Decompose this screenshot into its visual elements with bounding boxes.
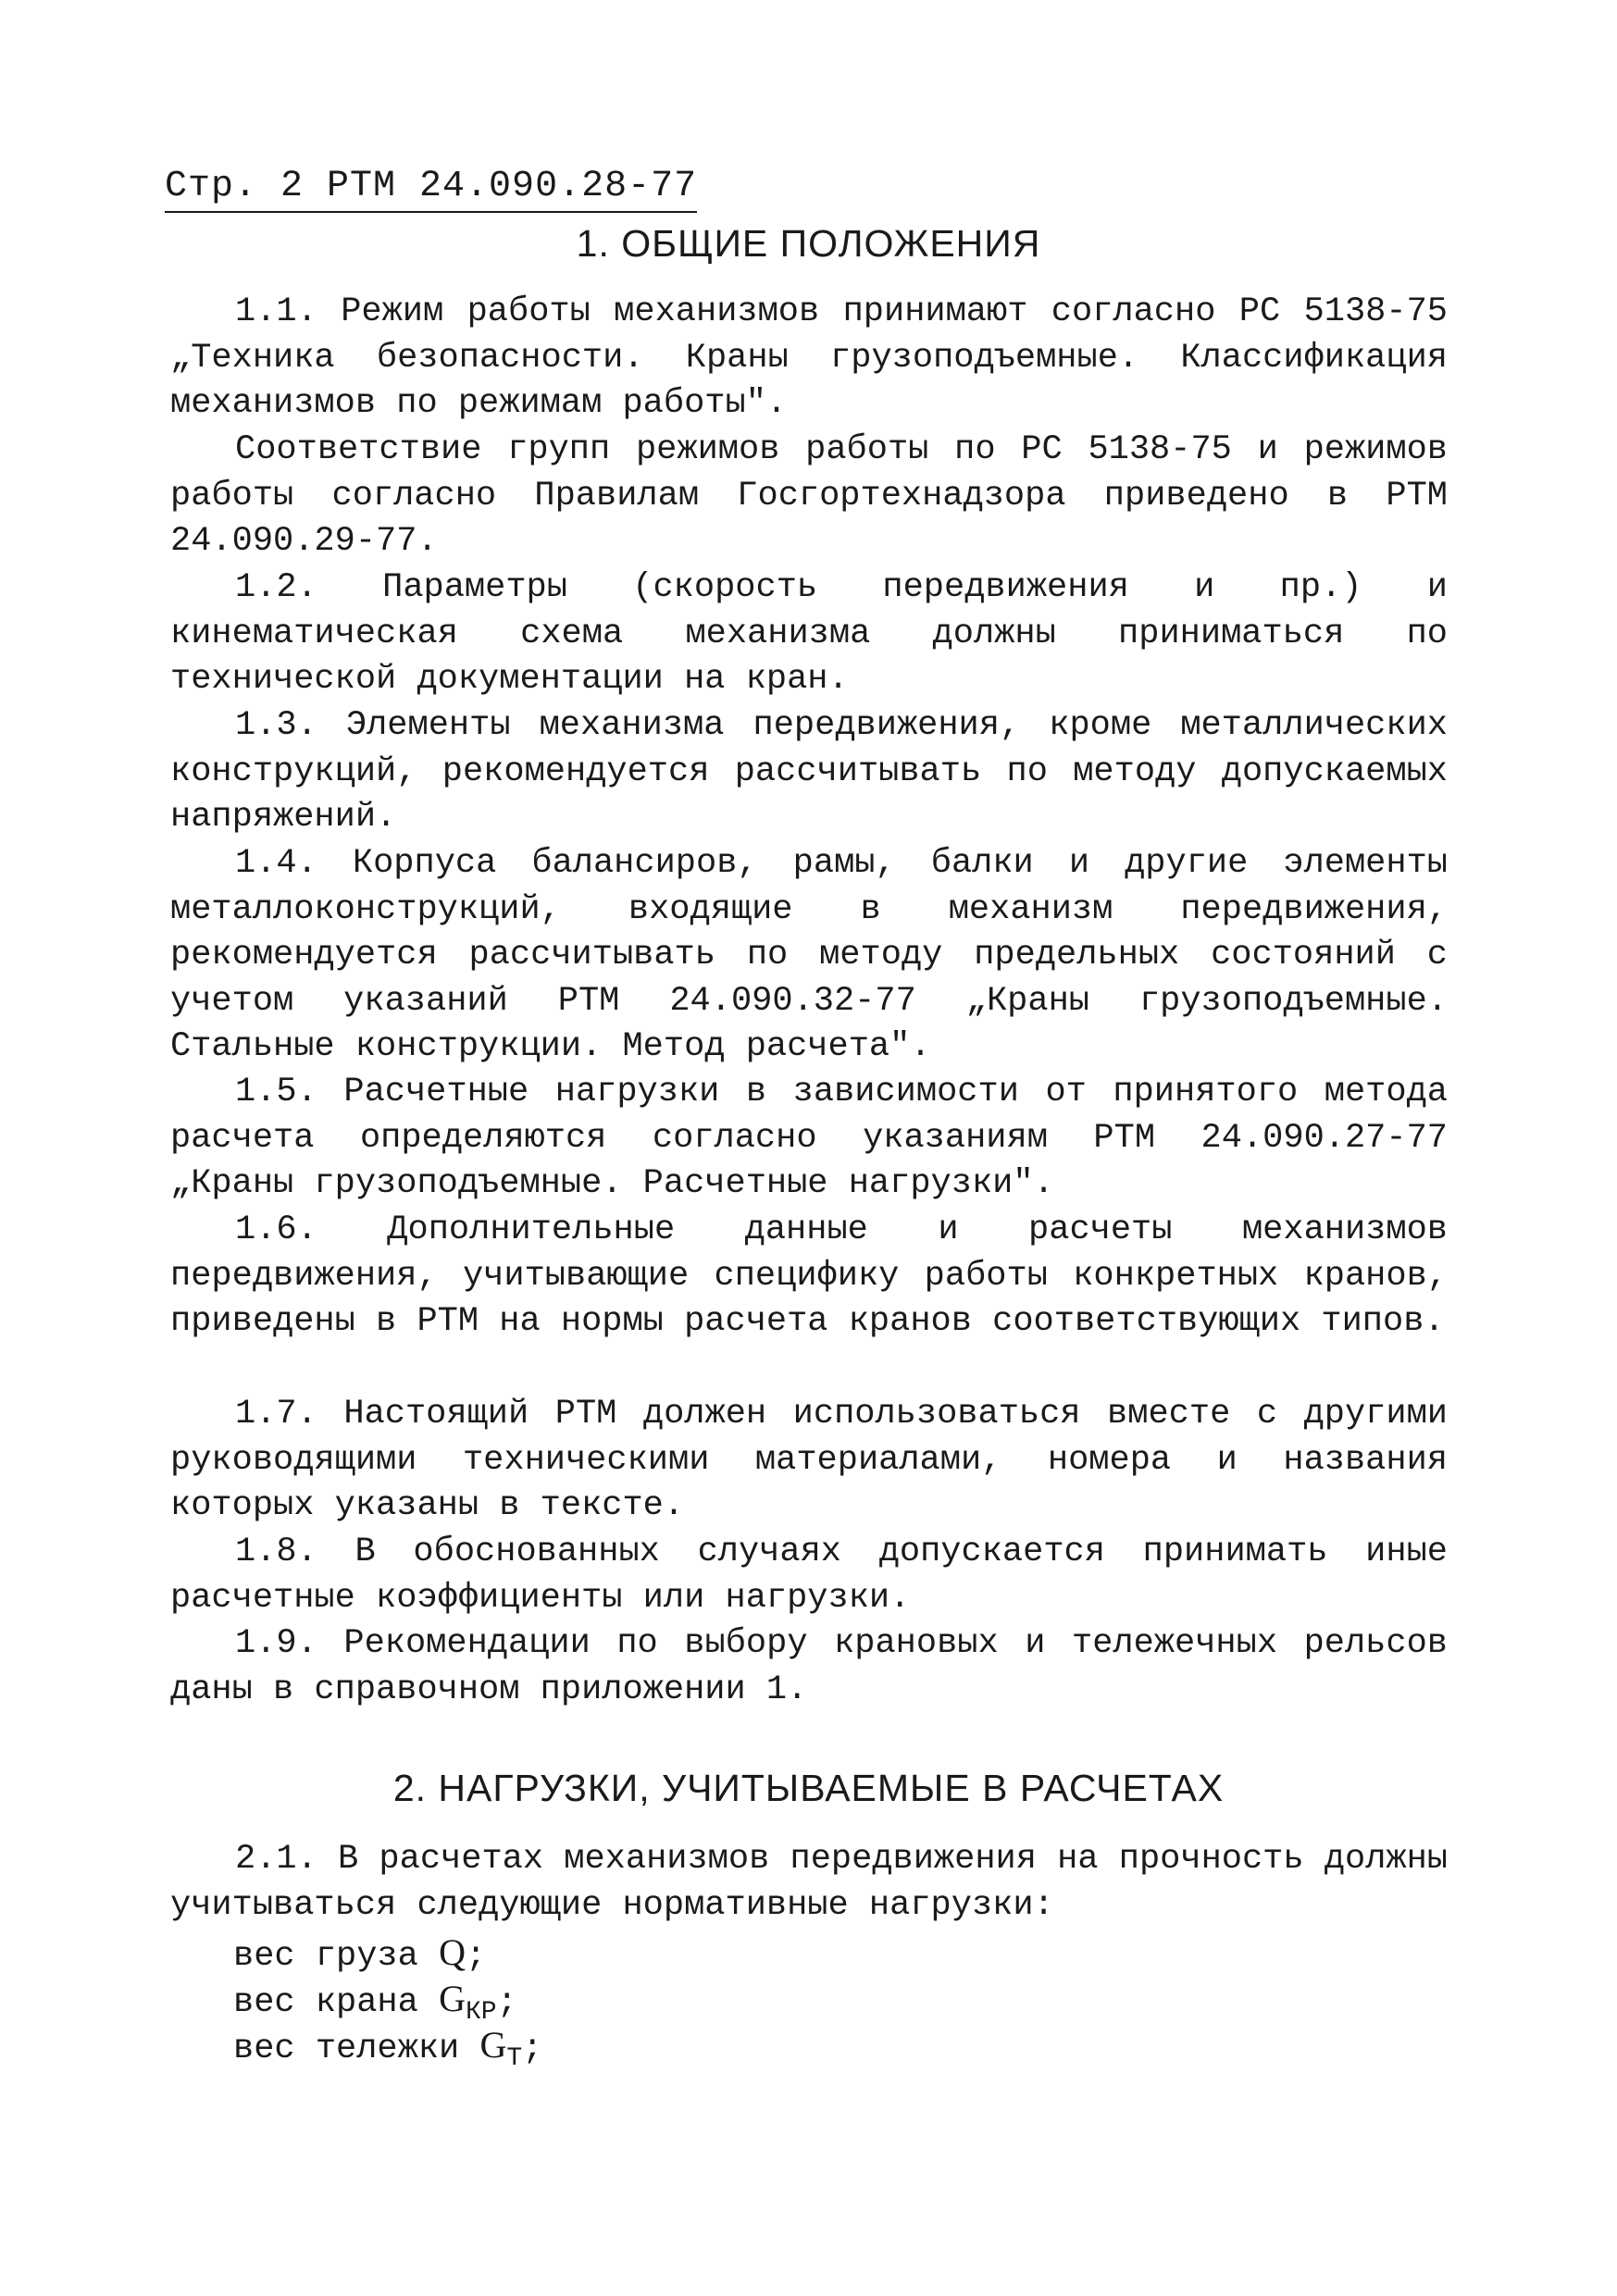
- paragraph-1-1: 1.1. Режим работы механизмов принимают согласно РС 5138-75 „Техника безопасности. Краны грузоподъемные. Классификация механизмов по режимам работы".: [170, 292, 1448, 423]
- load-symbol: G: [479, 2024, 507, 2066]
- load-terminator: ;: [465, 1937, 487, 1976]
- load-label: вес крана: [233, 1983, 418, 2022]
- paragraph-1-3: 1.3. Элементы механизма передвижения, кроме металлических конструкций, рекомендуется рассчитывать по методу допускаемых напряжений.: [170, 706, 1448, 837]
- load-item-cargo: [233, 1930, 486, 1980]
- load-symbol: G: [439, 1978, 466, 2019]
- page-header: Стр. 2 РТМ 24.090.28-77: [165, 165, 697, 213]
- load-label: вес груза: [233, 1937, 418, 1976]
- paragraph-1-7: 1.7. Настоящий РТМ должен использоваться вместе с другими руководящими техническими материалами, номера и названия которых указаны в тексте.: [170, 1395, 1448, 1525]
- paragraph-1-4: 1.4. Корпуса балансиров, рамы, балки и другие элементы металлоконструкций, входящие в механизм передвижения, рекомендуется рассчитывать по методу предельных состояний с учетом указаний РТМ 24.090.32-77 „Краны грузоподъемные. Стальные конструкции. Метод расчета".: [170, 844, 1448, 1066]
- load-item-trolley: [233, 2022, 542, 2082]
- section-2-title: 2. НАГРУЗКИ, УЧИТЫВАЕМЫЕ В РАСЧЕТАХ: [392, 1767, 1225, 1809]
- paragraph-1-8: 1.8. В обоснованных случаях допускается принимать иные расчетные коэффициенты или нагрузки.: [170, 1533, 1448, 1618]
- paragraph-1-2: 1.2. Параметры (скорость передвижения и пр.) и кинематическая схема механизма должны приниматься по технической документации на кран.: [170, 568, 1448, 699]
- paragraph-2-1: 2.1. В расчетах механизмов передвижения на прочность должны учитываться следующие нормативные нагрузки:: [170, 1840, 1449, 1925]
- load-label: вес тележки: [233, 2029, 460, 2068]
- load-subscript: КР: [465, 1998, 497, 2027]
- paragraph-1-5: 1.5. Расчетные нагрузки в зависимости от принятого метода расчета определяются согласно указаниям РТМ 24.090.27-77 „Краны грузоподъемные. Расчетные нагрузки".: [170, 1073, 1448, 1203]
- section-1-title: 1. ОБЩИЕ ПОЛОЖЕНИЯ: [576, 222, 1041, 265]
- load-terminator: ;: [522, 2029, 543, 2068]
- paragraph-1-1-note: Соответствие групп режимов работы по РС 5138-75 и режимов работы согласно Правилам Госгортехнадзора приведено в РТМ 24.090.29-77.: [170, 430, 1448, 561]
- paragraph-1-6: 1.6. Дополнительные данные и расчеты механизмов передвижения, учитывающие специфику работы конкретных кранов, приведены в РТМ на нормы расчета кранов соответствующих типов.: [170, 1210, 1448, 1341]
- load-subscript: Т: [506, 2044, 523, 2073]
- load-symbol: Q: [439, 1931, 466, 1973]
- paragraph-1-9: 1.9. Рекомендации по выбору крановых и тележечных рельсов даны в справочном приложении 1.: [170, 1624, 1448, 1709]
- load-terminator: ;: [496, 1983, 517, 2022]
